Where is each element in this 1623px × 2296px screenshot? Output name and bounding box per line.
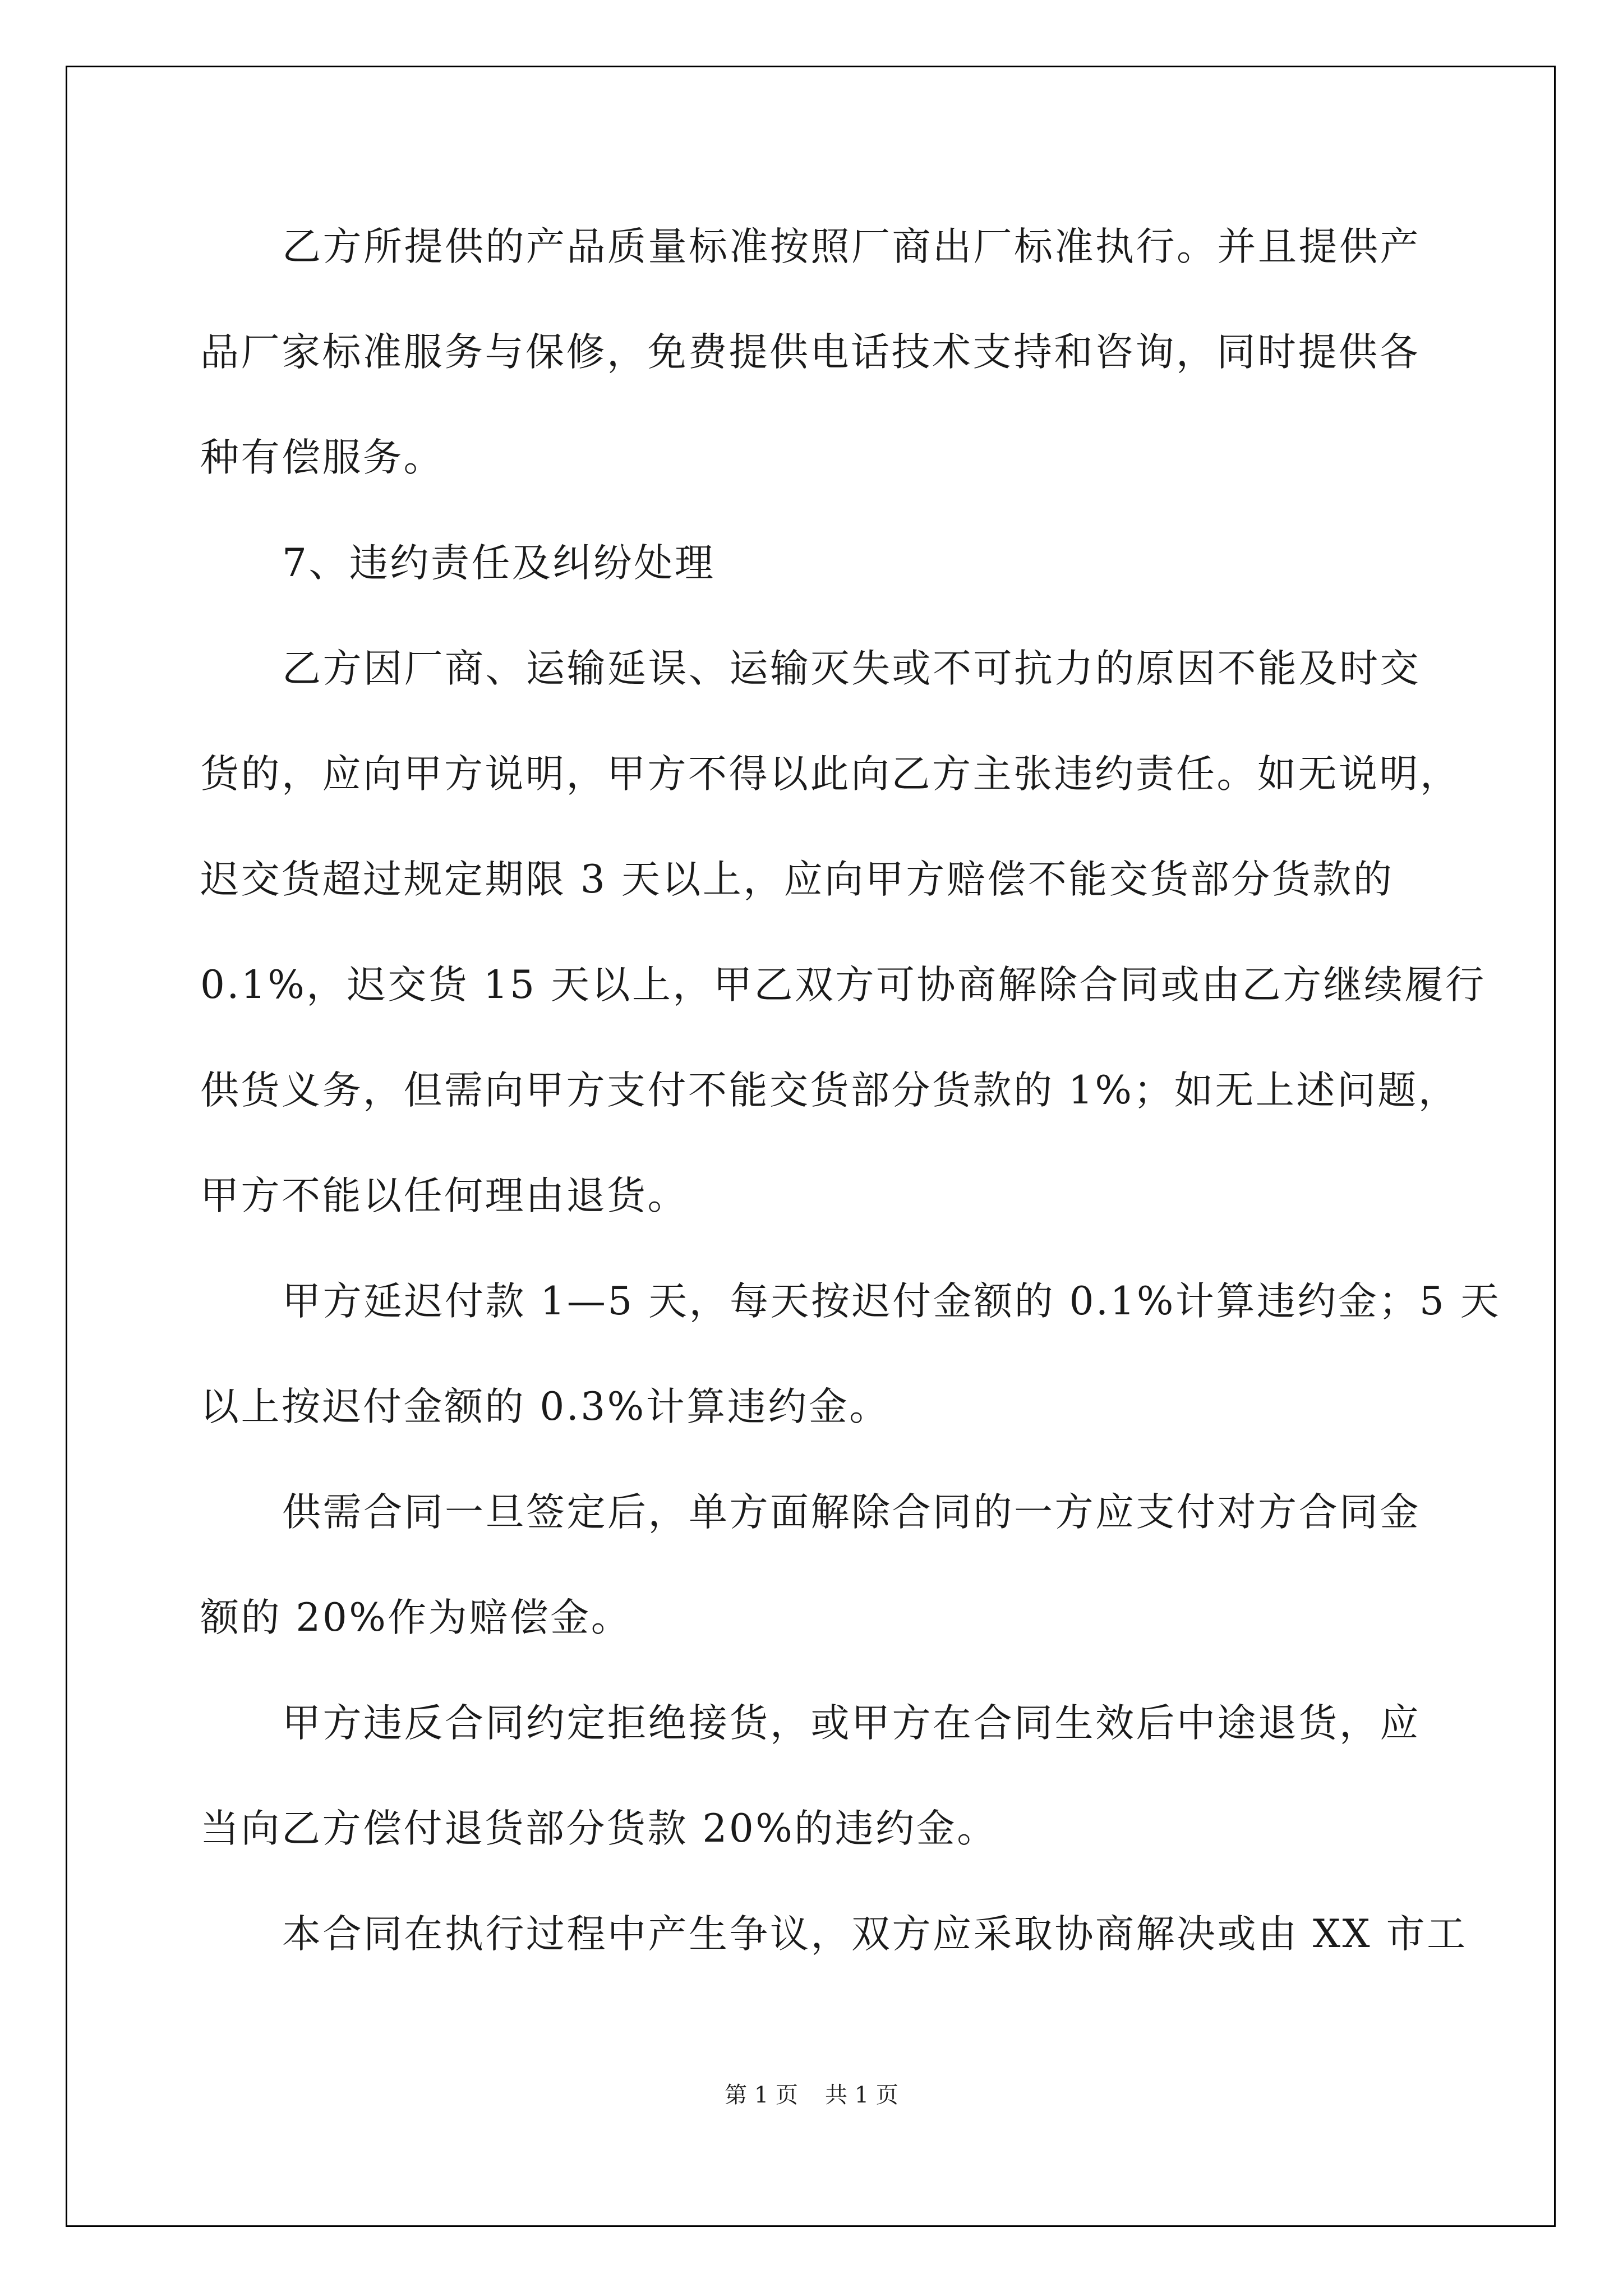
paragraph-line: 额的 20%作为赔偿金。 — [200, 1595, 632, 1640]
page-footer — [0, 2078, 1623, 2112]
paragraph-line: 乙方所提供的产品质量标准按照厂商出厂标准执行。并且提供产 — [282, 224, 1421, 269]
paragraph-line: 甲方违反合同约定拒绝接货，或甲方在合同生效后中途退货，应 — [282, 1701, 1421, 1746]
paragraph-line: 本合同在执行过程中产生争议，双方应采取协商解决或由 XX 市工 — [282, 1912, 1468, 1957]
paragraph-line: 当向乙方偿付退货部分货款 20%的违约金。 — [200, 1806, 998, 1851]
paragraph-line: 种有偿服务。 — [200, 435, 444, 480]
page-number-total: 共 1 页 — [825, 2082, 898, 2108]
paragraph-line: 乙方因厂商、运输延误、运输灭失或不可抗力的原因不能及时交 — [282, 646, 1421, 691]
paragraph-line: 甲方延迟付款 1—5 天，每天按迟付金额的 0.1%计算违约金；5 天 — [282, 1279, 1501, 1324]
page-number-current: 第 1 页 — [725, 2082, 798, 2108]
paragraph-line: 以上按迟付金额的 0.3%计算违约金。 — [200, 1384, 890, 1429]
paragraph-line: 迟交货超过规定期限 3 天以上，应向甲方赔偿不能交货部分货款的 — [200, 857, 1394, 902]
section-heading: 7、违约责任及纠纷处理 — [282, 541, 716, 586]
paragraph-line: 供货义务，但需向甲方支付不能交货部分货款的 1%；如无上述问题， — [200, 1068, 1459, 1113]
paragraph-line: 供需合同一旦签定后，单方面解除合同的一方应支付对方合同金 — [282, 1490, 1421, 1535]
paragraph-line: 0.1%，迟交货 15 天以上，甲乙双方可协商解除合同或由乙方继续履行 — [200, 963, 1486, 1007]
paragraph-line: 货的，应向甲方说明，甲方不得以此向乙方主张违约责任。如无说明， — [200, 752, 1461, 797]
paragraph-line: 品厂家标准服务与保修，免费提供电话技术支持和咨询，同时提供各 — [200, 330, 1420, 375]
paragraph-line: 甲方不能以任何理由退货。 — [200, 1174, 688, 1218]
